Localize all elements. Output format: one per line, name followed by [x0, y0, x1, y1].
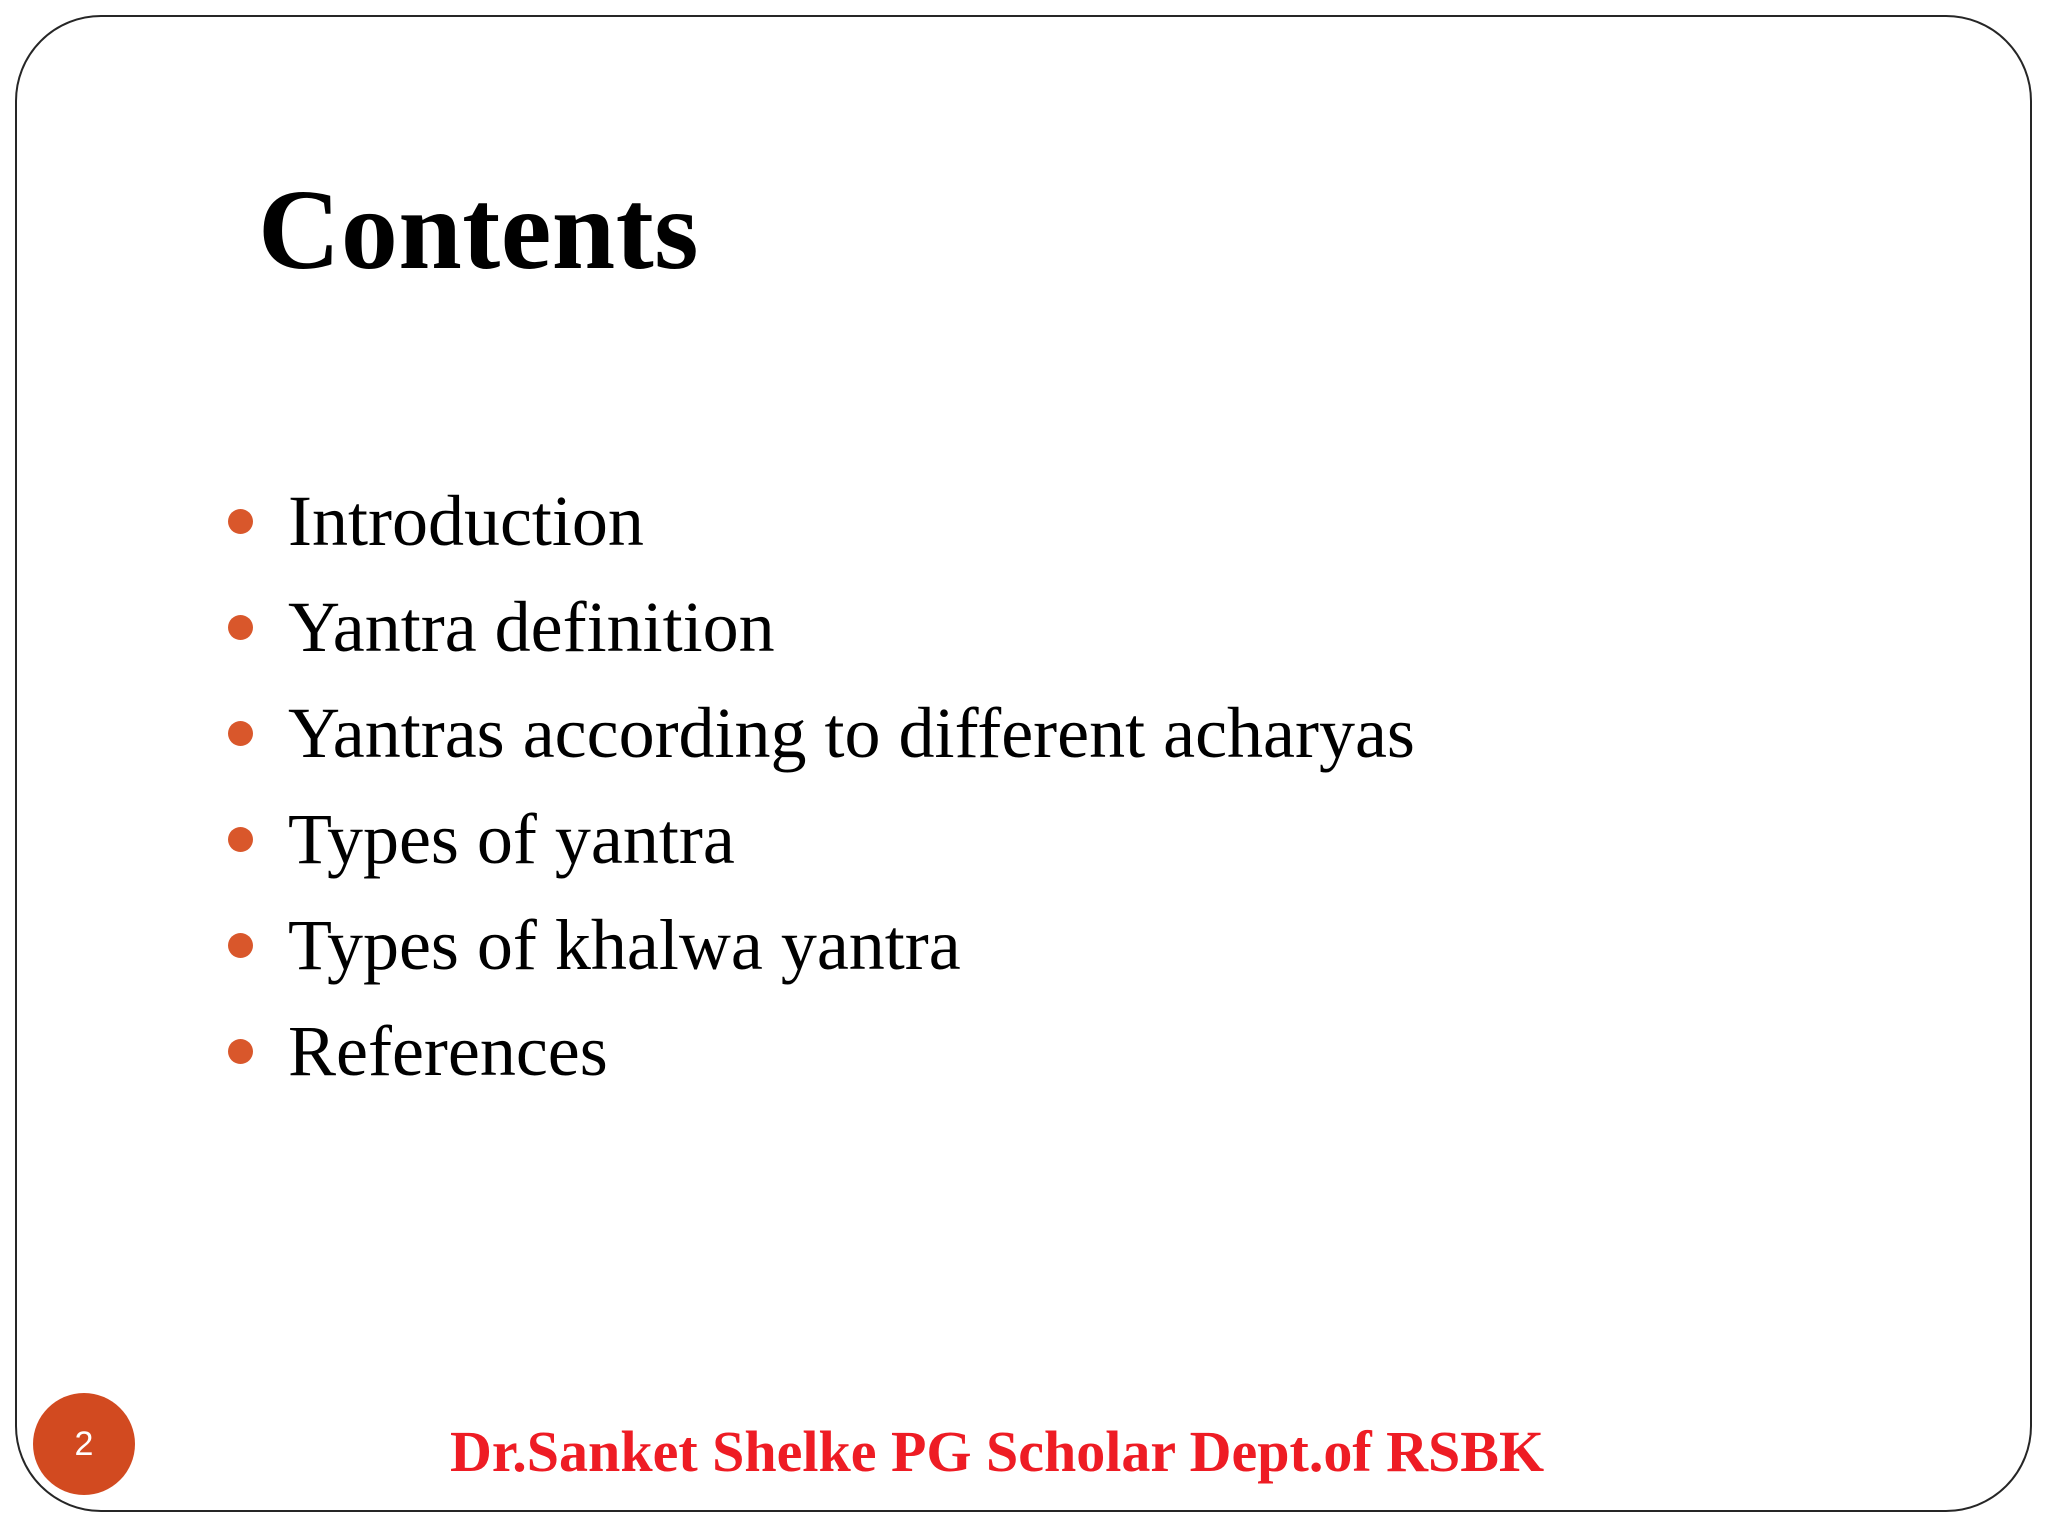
- circle-bullet-icon: [228, 509, 253, 534]
- circle-bullet-icon: [228, 615, 253, 640]
- circle-bullet-icon: [228, 933, 253, 958]
- list-item-label: Types of yantra: [288, 799, 735, 879]
- list-item: [228, 786, 1415, 892]
- circle-bullet-icon: [228, 1039, 253, 1064]
- contents-list: [228, 468, 1415, 1104]
- list-item-label: Yantra definition: [288, 587, 775, 667]
- list-item: [228, 574, 1415, 680]
- circle-bullet-icon: [228, 827, 253, 852]
- page-number-badge: 2: [33, 1393, 135, 1495]
- list-item: [228, 468, 1415, 574]
- list-item-label: References: [288, 1011, 608, 1091]
- footer-text: Dr.Sanket Shelke PG Scholar Dept.of RSBK: [450, 1419, 1545, 1484]
- list-item: [228, 892, 1415, 998]
- list-item-label: Types of khalwa yantra: [288, 905, 961, 985]
- list-item: [228, 680, 1415, 786]
- list-item: [228, 998, 1415, 1104]
- slide-title: Contents: [258, 166, 700, 293]
- circle-bullet-icon: [228, 721, 253, 746]
- list-item-label: Introduction: [288, 481, 644, 561]
- list-item-label: Yantras according to different acharyas: [288, 693, 1415, 773]
